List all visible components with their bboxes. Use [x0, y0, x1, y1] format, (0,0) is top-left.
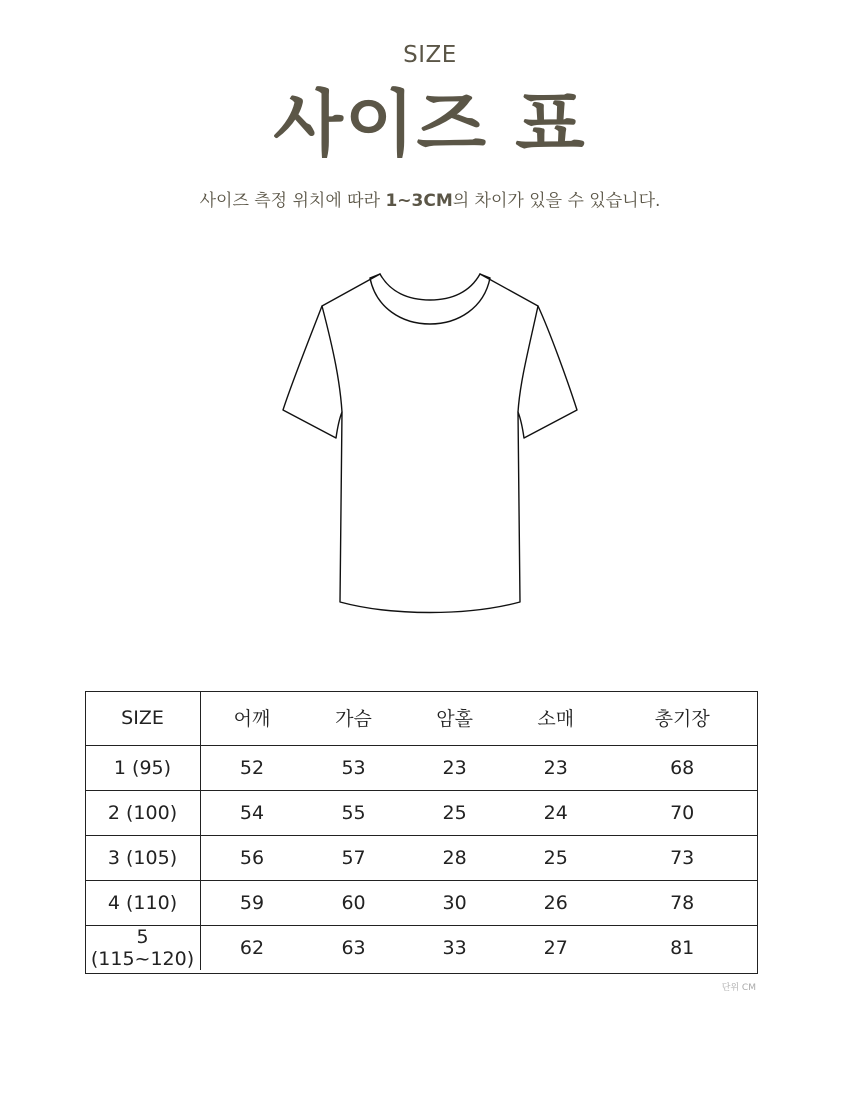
- table-header-row: [85, 691, 758, 745]
- measurement-notice-suffix: 의 차이가 있을 수 있습니다.: [452, 191, 661, 211]
- sleeve-cell: 25: [505, 835, 606, 880]
- table-row: [85, 835, 758, 880]
- total-length-cell: 73: [606, 835, 758, 880]
- unit-note: 단위 CM: [721, 983, 756, 993]
- armhole-cell: 23: [442, 756, 467, 779]
- column-header-size: SIZE: [85, 691, 201, 745]
- shoulder-cell: 59: [201, 880, 303, 925]
- chest-cell: 55: [303, 790, 404, 835]
- sleeve-cell: 23: [543, 756, 568, 779]
- size-cell: 4 (110): [85, 880, 201, 925]
- total-length-cell: 78: [606, 880, 758, 925]
- tshirt-outline-icon: [272, 262, 588, 622]
- table-row: [85, 925, 758, 970]
- shoulder-cell: 62: [201, 925, 303, 970]
- sleeve-cell: 27: [505, 925, 606, 970]
- armhole-cell: 28: [404, 835, 505, 880]
- table-row: [85, 790, 758, 835]
- column-header-armhole: 암홀: [404, 691, 505, 745]
- chest-cell: 53: [341, 756, 366, 779]
- chest-cell: 60: [303, 880, 404, 925]
- column-header-total-length: 총기장: [606, 691, 758, 745]
- measurement-notice-range: 1~3CM: [385, 191, 453, 211]
- table-row: [85, 745, 758, 790]
- armhole-cell: 30: [404, 880, 505, 925]
- measurement-notice: [0, 186, 860, 211]
- section-eyebrow: SIZE: [403, 42, 457, 68]
- total-length-cell: 81: [606, 925, 758, 970]
- total-length-cell: 70: [606, 790, 758, 835]
- table-row: [85, 880, 758, 925]
- chest-cell: 63: [303, 925, 404, 970]
- measurement-notice-prefix: 사이즈 측정 위치에 따라: [199, 191, 386, 211]
- shoulder-cell: 56: [201, 835, 303, 880]
- sleeve-cell: 24: [505, 790, 606, 835]
- column-header-sleeve: 소매: [505, 691, 606, 745]
- sleeve-cell: 26: [505, 880, 606, 925]
- size-table: [85, 691, 758, 970]
- column-header-shoulder: 어깨: [201, 691, 303, 745]
- shoulder-cell: 54: [201, 790, 303, 835]
- page-title: 사이즈 표: [273, 82, 587, 166]
- size-cell: 3 (105): [85, 835, 201, 880]
- column-header-chest: 가슴: [303, 691, 404, 745]
- size-cell: 1 (95): [85, 745, 201, 790]
- size-cell: 5 (115~120): [85, 925, 201, 970]
- armhole-cell: 25: [404, 790, 505, 835]
- armhole-cell: 33: [404, 925, 505, 970]
- total-length-cell: 68: [670, 756, 695, 779]
- size-cell: 2 (100): [85, 790, 201, 835]
- chest-cell: 57: [303, 835, 404, 880]
- shoulder-cell: 52: [239, 756, 265, 779]
